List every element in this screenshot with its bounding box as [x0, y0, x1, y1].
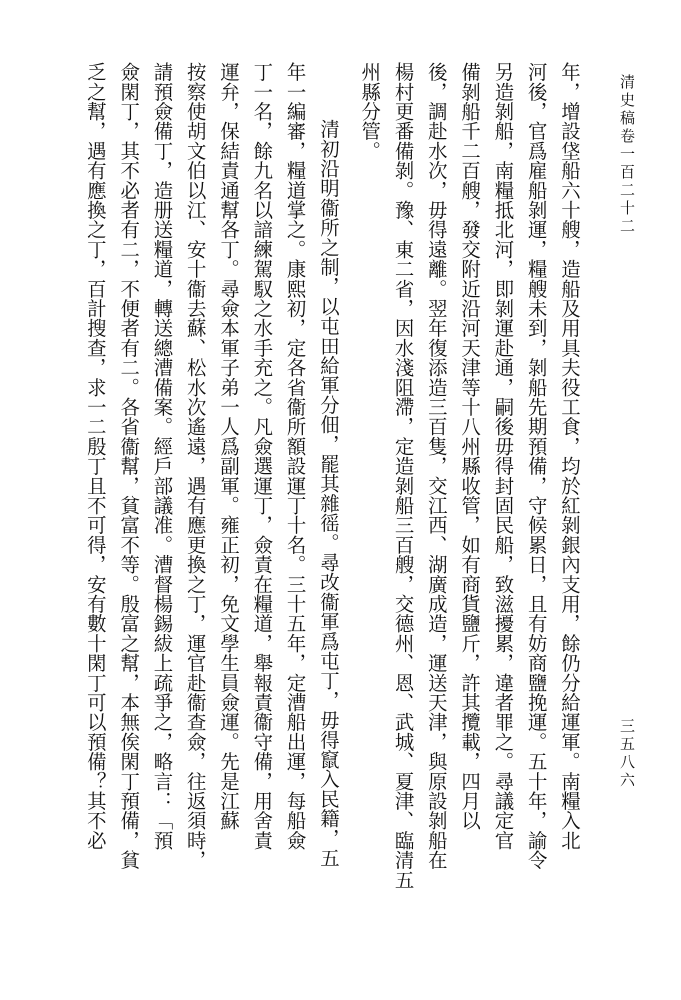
page-number: 三五八六 — [618, 718, 636, 790]
page-body-text — [79, 62, 586, 957]
text-column: 僉閑丁，其不必者有二，不便者有二。各省衞幫，貧富不等。殷富之幫，本無俟閑丁預備，貧 — [117, 62, 141, 870]
text-column: 另造剝船，南糧抵北河，即剝運赴通，嗣後毋得封固民船，致滋擾累，違者罪之。尋議定官 — [491, 62, 515, 850]
text-column: 後，調赴水次，毋得遠離。翌年復添造三百隻，交江西、湖廣成造，運送天津，與原設剝船在 — [424, 62, 448, 870]
text-column: 丁一名，餘九名以諳練駕馭之水手充之。凡僉選運丁，僉責在糧道，舉報責衞守備，用舍責 — [250, 62, 274, 850]
text-column: 年一編審，糧道掌之。康熙初，定各省衞所額設運丁十名。三十五年，定漕船出運，每船僉 — [283, 62, 307, 850]
text-column: 請預僉備丁，造册送糧道，轉送總漕備案。經戶部議准。漕督楊錫紱上疏爭之，略言：「預 — [150, 62, 174, 850]
text-column: 備剝船千二百艘，發交附近沿河天津等十八州縣收管，如有商貨鹽斤，許其攬載，四月以 — [458, 62, 482, 831]
text-column: 運弁，保結責通幫各丁。尋僉本軍子弟一人爲副軍。雍正初，免文學生員僉運。先是江蘇 — [217, 62, 241, 831]
text-column: 年，增設垡船六十艘，造船及用具夫役工食，均於紅剝銀內支用，餘仍分給運軍。南糧入北 — [558, 62, 581, 850]
text-column: 州縣分管。 — [358, 62, 382, 161]
text-column: 按察使胡文伯以江、安十衞去蘇、松水次遙遠，遇有應更換之丁，運官赴衞查僉，往返須時， — [183, 62, 207, 870]
paragraph-start-column: 清初沿明衞所之制，以屯田給軍分佃，罷其雜徭。尋改衞軍爲屯丁，毋得竄入民籍，五 — [316, 119, 340, 868]
text-column: 楊村更番備剝。豫、東二省，因水淺阻滯，定造剝船三百艘，交德州、恩、武城、夏津、臨清五 — [391, 62, 415, 890]
text-column: 河後，官爲雇船剝運，糧艘未到，剝船先期預備，守候累日，且有妨商鹽挽運。五十年，諭令 — [524, 62, 548, 870]
running-head: 清史稿卷一百二十二 — [618, 74, 636, 236]
text-column: 乏之幫，遇有應換之丁，百計搜查，求一二殷丁且不可得，安有數十閑丁可以預備？其不必 — [83, 62, 107, 850]
